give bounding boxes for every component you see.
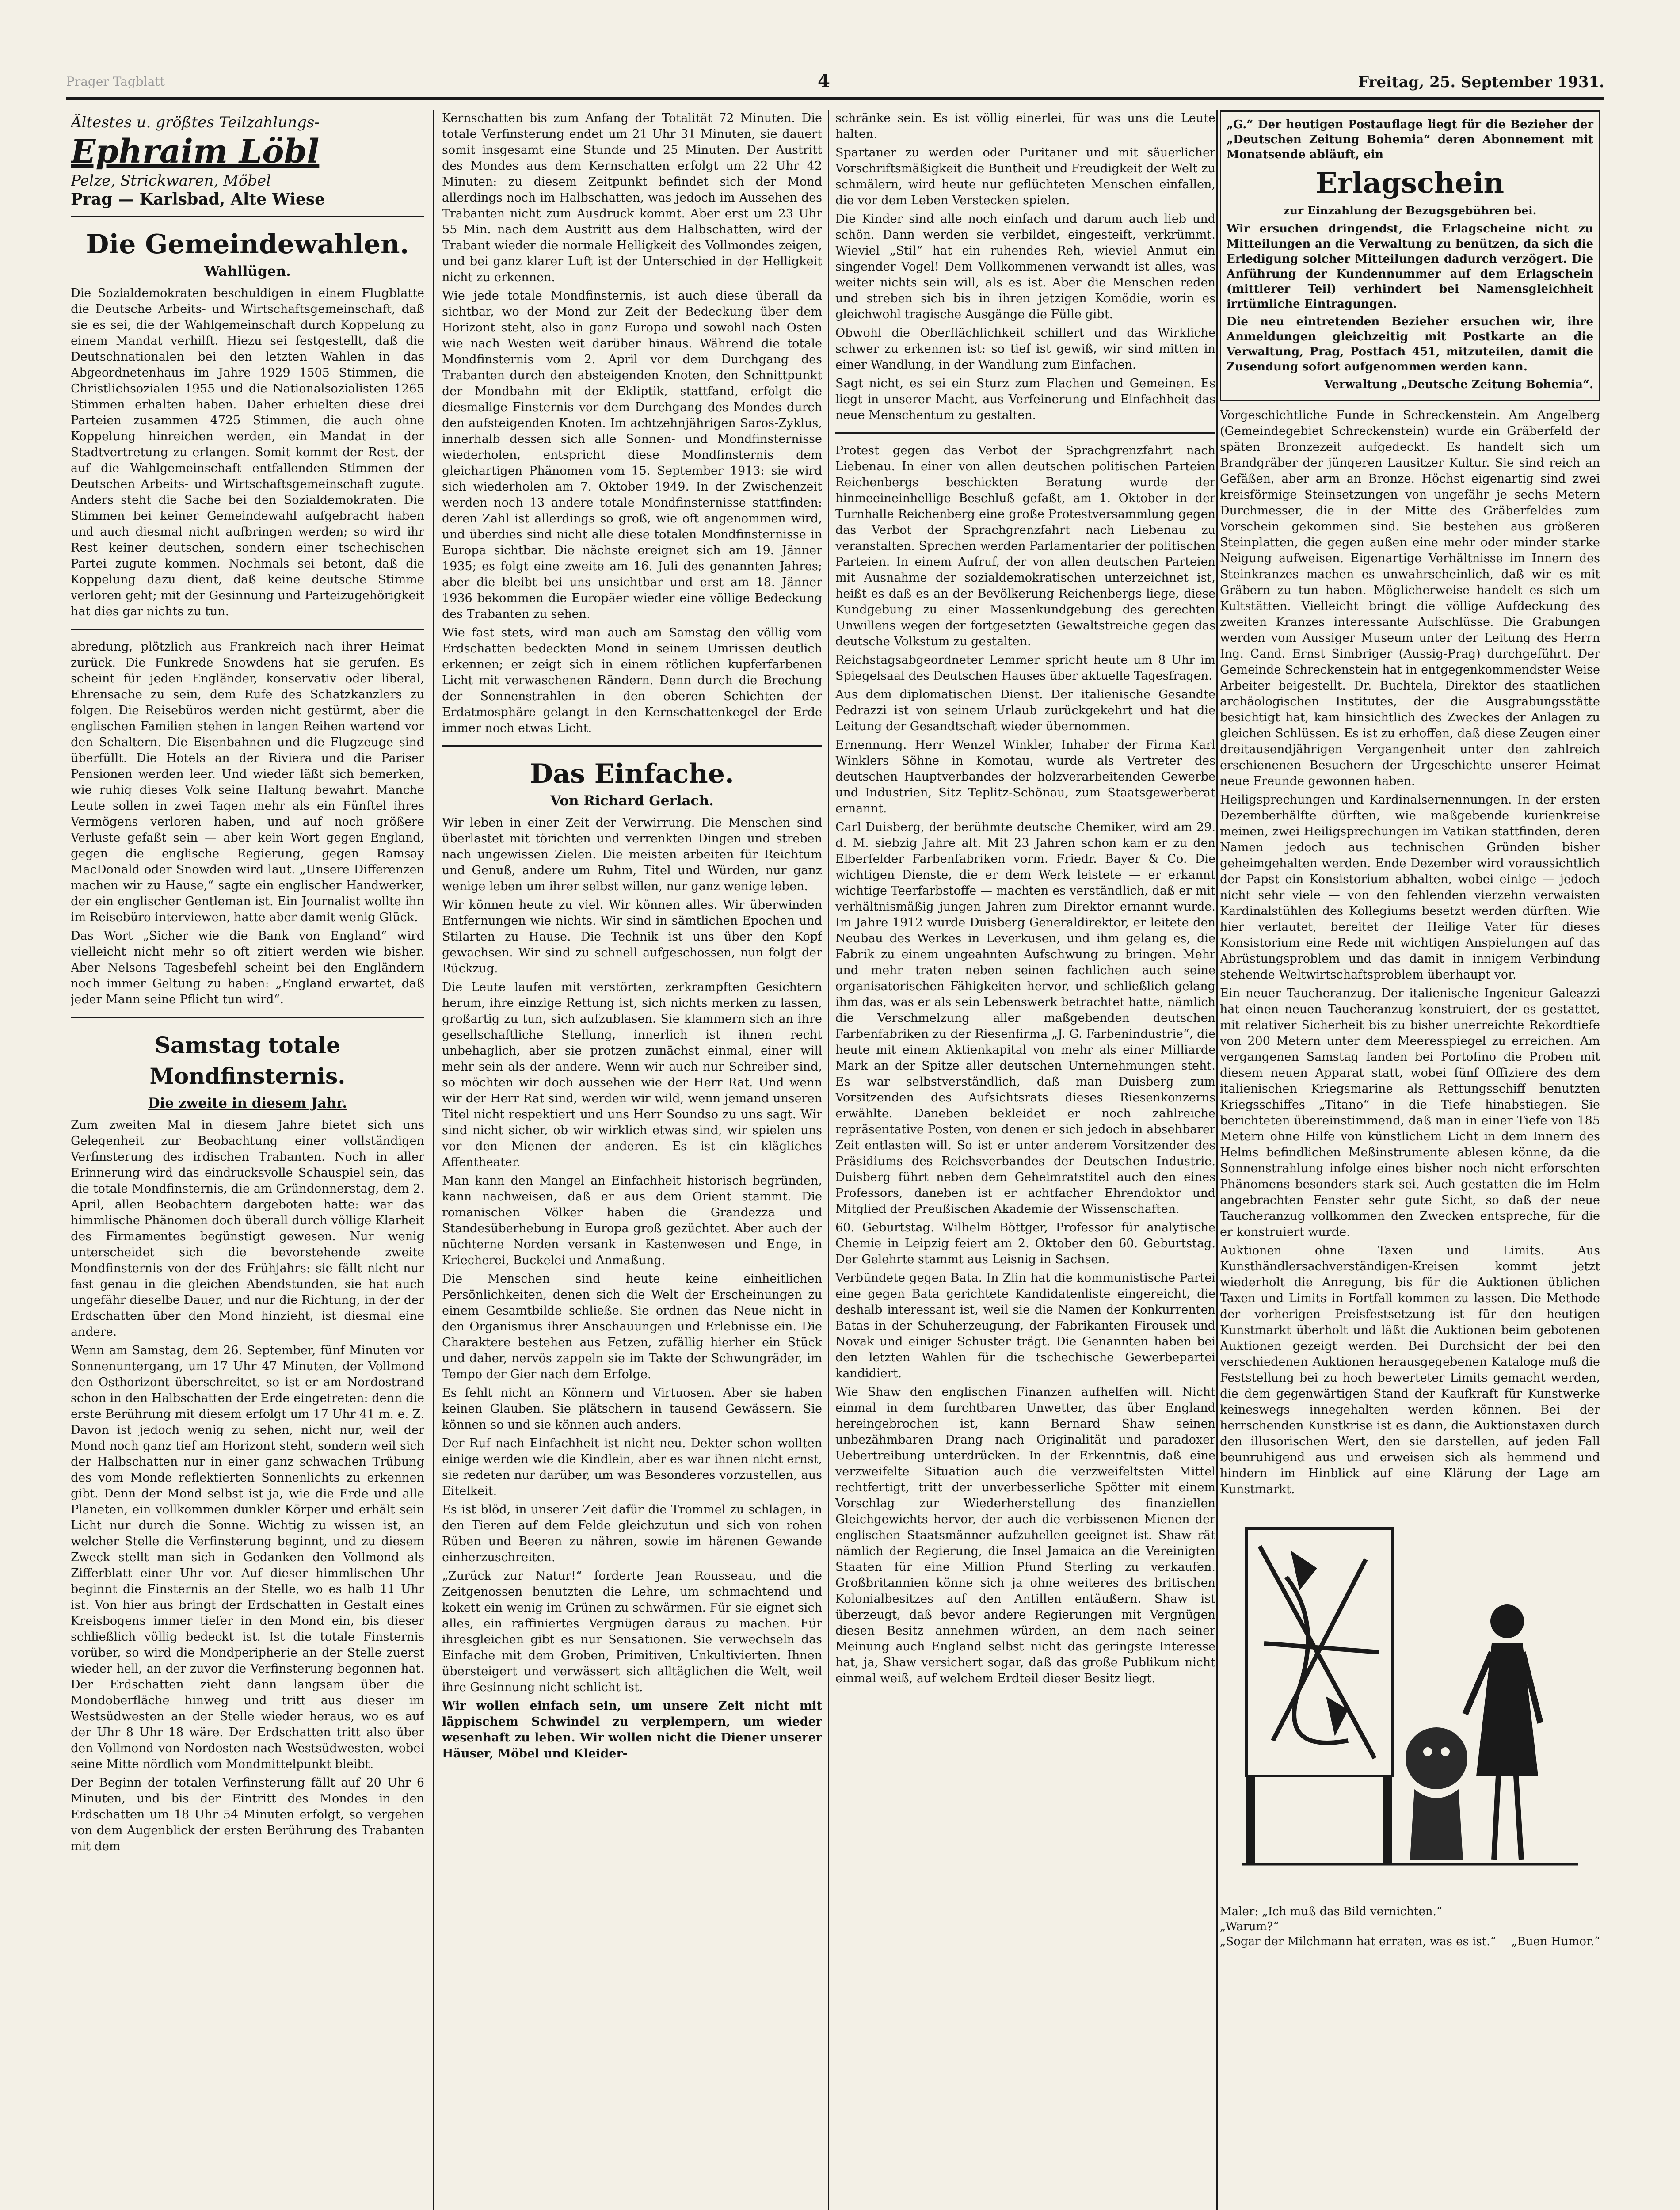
article-paragraph: schränke sein. Es ist völlig einerlei, für was uns die Leute halten. bbox=[835, 111, 1215, 141]
article-paragraph: Obwohl die Oberflächlichkeit schillert und das Wirkliche schwer zu erkennen ist: so tief ist gewiß, wir sind mitten in einer Wandlung, in der Wandlung zum Einfachen. bbox=[835, 326, 1215, 372]
column-2 bbox=[442, 110, 822, 2210]
news-item: Reichstagsabgeordneter Lemmer spricht heute um 8 Uhr im Spiegelsaal des Deutschen Hauses über aktuelle Tagesfragen. bbox=[835, 653, 1215, 683]
article-paragraph: Wenn am Samstag, dem 26. September, fünf Minuten vor Sonnenuntergang, um 17 Uhr 47 Minuten, der Vollmond den Osthorizont überschreitet, so ist er am Nordostrand schon in den Halbschatten der Erde eingetreten: denn die erste Berührung mit diesem erfolgt um 17 Uhr 41 m. e. Z. Davon ist jedoch wenig zu sehen, nicht nur, weil der Mond noch ganz tief am Horizont steht, sondern weil sich der Halbschatten nur in einer ganz schwachen Trübung des vom Monde reflektierten Sonnenlichts zu erkennen gibt. Denn der Mond selbst ist ja, wie die Erde und alle Planeten, ein vollkommen dunkler Körper und erhält sein Licht nur durch die Sonne. Wichtig zu wissen ist, an welcher Stelle die Verfinsterung beginnt, und zu diesem Zweck stellt man sich in Gedanken den Vollmond als Zifferblatt einer Uhr vor. Auf dieser himmlischen Uhr beginnt die Finsternis an der Stelle, wo es halb 11 Uhr ist. Von hier aus bringt der Erdschatten in Gestalt eines Kreisbogens immer tiefer in den Mond ein, bis dieser schließlich völlig bedeckt ist. Ist die totale Finsternis vorüber, so wird die Mondperipherie an der Stelle zuerst wieder hell, an der zuvor die Verfinsterung begonnen hat. Der Erdschatten zieht dann langsam über die Mondoberfläche hinweg und tritt aus dieser im Westsüdwesten an der Stelle wieder heraus, wo es auf der Uhr 8 Uhr 18 wäre. Der Erdschatten tritt also über den Vollmond von Nordosten nach Westsüdwesten, wobei seine Mitte nördlich vom Mondmittelpunkt bleibt. bbox=[71, 1344, 424, 1771]
article-paragraph: „Zurück zur Natur!“ forderte Jean Rousseau, und die Zeitgenossen benutzten die Lehre, um schmachtend und kokett ein wenig im Grünen zu schwärmen. Für sie eignet sich alles, ein raffiniertes Vergnügen daraus zu machen. Für ihresgleichen gibt es nur Sensationen. Sie verwechseln das Einfache mit dem Groben, Primitiven, Unkultivierten. Ihnen übersteigert und verwässert sich alltäglichen die Welt, weil ihre Gesinnung nicht schlicht ist. bbox=[442, 1569, 822, 1694]
article-paragraph: Man kann den Mangel an Einfachheit historisch begründen, kann nachweisen, daß er aus dem Orient stammt. Die romanischen Völker haben die Grandezza und Standesüberhebung in Europa groß gezüchtet. Aber auch der nüchterne Norden versank in Kastenwesen und Enge, in Kriecherei, Buckelei und Anmaßung. bbox=[442, 1174, 822, 1267]
article-paragraph: Wir können heute zu viel. Wir können alles. Wir überwinden Entfernungen wie nichts. Wir sind in sämtlichen Epochen und Stilarten zu Hause. Die Technik ist uns über den Kopf gewachsen. Wir sind zu schnell aufgeschossen, nun folgt der Rückzug. bbox=[442, 898, 822, 975]
column-rule bbox=[828, 110, 829, 2210]
section-divider bbox=[835, 432, 1215, 434]
column-rule bbox=[1216, 110, 1218, 2210]
column-rule bbox=[433, 110, 434, 2210]
news-item: 60. Geburtstag. Wilhelm Böttger, Professor für analytische Chemie in Leipzig feiert am 2. Oktober den 60. Geburtstag. Der Gelehrte stammt aus Leisnig in Sachsen. bbox=[835, 1221, 1215, 1266]
section-divider bbox=[442, 745, 822, 747]
article-paragraph: Es fehlt nicht an Könnern und Virtuosen. Aber sie haben keinen Glauben. Sie plätschern in tausend Gewässern. Sie können so und sie können auch anders. bbox=[442, 1386, 822, 1432]
headline-das-einfache: Das Einfache. bbox=[530, 758, 734, 789]
news-item: Protest gegen das Verbot der Sprachgrenzfahrt nach Liebenau. In einer von allen deutschen politischen Parteien Reichenbergs beschickten Beratung wurde der hinmeeineinhellige Beschluß gefaßt, am 1. Oktober in der Turnhalle Reichenberg eine große Protestversammlung gegen das Verbot der Sprachgrenzfahrt nach Liebenau zu veranstalten. Sprechen werden Parlamentarier der politischen Parteien. In einem Aufruf, der von allen deutschen Parteien mit Ausnahme der sozialdemokratischen unterzeichnet ist, heißt es daß es an der Bevölkerung Reichenbergs liege, diese Kundgebung zu einer Massenkundgebung des gerechten Unwillens wegen der fortgesetzten Gewaltstreiche gegen das deutsche Volkstum zu gestalten. bbox=[835, 444, 1215, 648]
ad-line-1: Ältestes u. größtes Teilzahlungs- bbox=[71, 114, 320, 131]
cartoon-drawing bbox=[1233, 1511, 1587, 1900]
article-paragraph: Das Wort „Sicher wie die Bank von England“ wird vielleicht nicht mehr so oft zitiert werden wie bisher. Aber Nelsons Tagesbefehl scheint bei den Engländern noch immer Geltung zu haben: „England erwartet, daß jeder Mann seine Pflicht tun wird“. bbox=[71, 929, 424, 1006]
ad-cities: Prag — Karlsbad, Alte Wiese bbox=[71, 190, 325, 209]
caption-source: „Buen Humor.“ bbox=[1511, 1935, 1600, 1948]
section-divider bbox=[71, 1017, 424, 1018]
article-paragraph: Wie jede totale Mondfinsternis, ist auch diese überall da sichtbar, wo der Mond zur Zeit der Bedeckung über dem Horizont steht, also in ganz Europa und sowohl nach Osten wie nach Westen weit darüber hinaus. Während die totale Mondfinsternis vom 2. April vor dem Durchgang des Trabanten durch den absteigenden Knoten, den Schnittpunkt der Mondbahn mit der Ekliptik, stattfand, erfolgt die diesmalige Finsternis vor dem Durchgang des Mondes durch den aufsteigenden Knoten. Im achtzehnjährigen Saros-Zyklus, innerhalb dessen sich alle Sonnen- und Mondfinsternisse wiederholen, entspricht diese Mondfinsternis dem gleichartigen Phänomen vom 15. September 1913: sie wird sich wiederholen am 7. Oktober 1949. In der Zwischenzeit werden noch 13 andere totale Mondfinsternisse stattfinden: deren Zahl ist allerdings so groß, wie oft angenommen wird, und überdies sind nicht alle diese totalen Mondfinsternisse in Europa sichtbar. Die nächste ereignet sich am 19. Jänner 1935; es folgt eine zweite am 16. Juli des genannten Jahres; aber die bleibt bei uns unsichtbar und erst am 18. Jänner 1936 bekommen die Europäer wieder eine völlige Bedeckung des Trabanten zu sehen. bbox=[442, 289, 822, 621]
news-item: Carl Duisberg, der berühmte deutsche Chemiker, wird am 29. d. M. siebzig Jahre alt. Mit 23 Jahren schon kam er zu den Elberfelder Farbenfabriken vorm. Friedr. Bayer & Co. Die wichtigen Dienste, die er dem Werk leistete — er erkannt wichtige Teerfarbstoffe — machten es verständlich, daß er mit verhältnismäßig jungen Jahren zum Direktor ernannt wurde. Im Jahre 1912 wurde Duisberg Generaldirektor, er leitete den Neubau des Werkes in Leverkusen, und ihm gelang es, die Fabrik zu einem ungeahnten Aufschwung zu bringen. Mehr und mehr traten neben seinen fachlichen auch seine organisatorischen Fähigkeiten hervor, und schließlich gelang ihm das, was er als sein Lebenswerk betrachtet hatte, nämlich die Verschmelzung aller maßgebenden deutschen Farbenfabriken zu der Riesenfirma „J. G. Farbenindustrie“, die heute mit einem Aktienkapital von mehr als einer Milliarde Mark an der Spitze aller deutschen Unternehmungen steht. Es war selbstverständlich, daß man Duisberg zum Vorsitzenden des Aufsichtsrats dieses Riesenkonzerns erwählte. Daneben bekleidet er noch zahlreiche repräsentative Posten, von denen er sich jedoch in absehbarer Zeit entlasten will. So ist er unter anderem Vorsitzender des Präsidiums des Reichsverbandes der Deutschen Industrie. Duisberg führt neben dem Geheimratstitel auch den eines Professors, daneben ist er achtfacher Ehrendoktor und Mitglied der Preußischen Akademie der Wissenschaften. bbox=[835, 820, 1215, 1216]
column-4 bbox=[1220, 110, 1600, 2210]
article-paragraph: Sagt nicht, es sei ein Sturz zum Flachen und Gemeinen. Es liegt in unserer Macht, aus Verfeinerung und Einfachheit das neue Menschentum zu gestalten. bbox=[835, 377, 1215, 422]
notice-paragraph: Die neu eintretenden Bezieher ersuchen wir, ihre Anmeldungen gleichzeitig mit Postkarte an die Verwaltung, Prag, Postfach 451, mitzuteilen, damit die Zusendung sofort aufgenommen werden kann. bbox=[1227, 315, 1593, 373]
caption-line: Maler: „Ich muß das Bild vernichten.“ bbox=[1220, 1905, 1443, 1918]
column-3 bbox=[835, 110, 1215, 2210]
notice-text: „G.“ Der heutigen Postauflage liegt für die Bezieher der „Deutschen Zeitung Bohemia“ deren Abonnement mit Monatsende abläuft, ein bbox=[1227, 118, 1593, 161]
cartoon-caption bbox=[1220, 1904, 1600, 1949]
caption-line: „Sogar der Milchmann hat erraten, was es ist.“ bbox=[1220, 1935, 1496, 1948]
news-item: Auktionen ohne Taxen und Limits. Aus Kunsthändlersachverständigen-Kreisen kommt jetzt wiederholt die Anregung, bis für die Auktionen üblichen Taxen und Limits in Fortfall kommen zu lassen. Die Methode der vorherigen Preisfestsetzung ist für den heutigen Kunstmarkt überholt und läßt die Auktionen beim gebotenen Auktionen gezeigt werden. Bei Durchsicht der bei den verschiedenen Auktionen herausgegebenen Kataloge muß die Feststellung bei zu hoch bewerteter Limits gemacht werden, die dem gegenwärtigen Stand der Kaufkraft für Kunstwerke keineswegs innegehalten werden können. Bei der herrschenden Kunstkrise ist es dann, die Auktionstaxen durch den illusorischen Wert, den sie darstellen, auf jeden Fall beunruhigend aus und erweisen sich als hemmend und hindern im Hinblick auf eine Klärung der Lage am Kunstmarkt. bbox=[1220, 1244, 1600, 1496]
masthead bbox=[66, 71, 1604, 100]
notice-subtitle: zur Einzahlung der Bezugsgebühren bei. bbox=[1283, 204, 1537, 217]
news-item: Ein neuer Taucheranzug. Der italienische Ingenieur Galeazzi hat einen neuen Taucheranzug konstruiert, der es gestattet, mit relativer Sicherheit bis zu bisher unerreichte Rekordtiefe von 200 Metern unter dem Meeresspiegel zu erreichen. Am vergangenen Samstag fanden bei Portofino die Proben mit diesem neuen Apparat statt, wobei fünf Offiziere des dem italienischen Kriegsmarine als Rettungsschiff benutzten Kriegsschiffes „Titano“ in die Tiefe hinabstiegen. Sie berichteten übereinstimmend, daß man in einer Tiefe von 185 Metern ohne Hilfe von künstlichem Licht in dem Innern des Helms befindlichen Meßinstrumente ablesen könne, da die Sonnenstrahlung infolge eines bisher noch nicht erforschten Phänomens besonders stark sei. Auch gestatten die im Helm angebrachten Fenster sehr gute Sicht, so daß der neue Taucheranzug vollkommen den Zwecken entspreche, für die er konstruiert wurde. bbox=[1220, 987, 1600, 1239]
column-1 bbox=[71, 110, 424, 2210]
article-paragraph: Kernschatten bis zum Anfang der Totalität 72 Minuten. Die totale Verfinsterung endet um 21 Uhr 31 Minuten, sie dauert somit insgesamt eine Stunde und 25 Minuten. Der Austritt des Mondes aus dem Kernschatten erfolgt um 22 Uhr 42 Minuten: zu diesem Zeitpunkt befindet sich der Mond allerdings noch im Halbschatten, was jedoch im Aussehen des Trabanten nicht zum Ausdruck kommt. Aber erst um 23 Uhr 55 Min. nach dem Austritt aus dem Halbschatten, wird der Trabant wieder die normale Helligkeit des Vollmondes zeigen, und bei ganz klarer Luft ist der Unterschied in der Helligkeit nicht zu erkennen. bbox=[442, 111, 822, 284]
news-item: Heiligsprechungen und Kardinalsernennungen. In der ersten Dezemberhälfte dürften, wie maßgebende kurienkreise meinen, zwei Heiligsprechungen im Vatikan stattfinden, deren Namen jedoch aus technischen Gründen bisher geheimgehalten werden. Ende Dezember wird voraussichtlich der Papst ein Konsistorium abhalten, wobei einige — jedoch nicht sehr viele — von den fehlenden vierzehn verwaisten Kardinalstühlen des Kollegiums besetzt werden dürften. Wie hier verlautet, bereitet der Heilige Vater für dieses Konsistorium eine Rede mit wichtigen Anspielungen auf das Abrüstungsproblem und das damit in innigem Verbindung stehende Weltwirtschaftsproblem überhaupt vor. bbox=[1220, 793, 1600, 982]
article-paragraph: Zum zweiten Mal in diesem Jahre bietet sich uns Gelegenheit zur Beobachtung einer vollständigen Verfinsterung des irdischen Trabanten. Noch in aller Erinnerung wird das eindrucksvolle Schauspiel sein, das die totale Mondfinsternis, die am Gründonnerstag, dem 2. April, allen Beobachtern dargeboten hatte: war das himmlische Phänomen doch überall durch völlige Klarheit des Firmamentes begünstigt gewesen. Nur wenig unterscheidet sich die bevorstehende zweite Mondfinsternis von der des Frühjahrs: sie fällt nicht nur fast genau in die gleichen Abendstunden, sie hat auch ungefähr dieselbe Dauer, und nur die Richtung, in der der Erdschatten über den Mond hinzieht, ist diesmal eine andere. bbox=[71, 1118, 424, 1339]
cartoon-illustration bbox=[1233, 1511, 1587, 1900]
news-item: Ernennung. Herr Wenzel Winkler, Inhaber der Firma Karl Winklers Söhne in Komotau, wurde als Vertreter des deutschen Hauptverbandes der holzverarbeitenden Gewerbe und Industrien, Sitz Teplitz-Schönau, zum Staatsgewerberat ernannt. bbox=[835, 738, 1215, 815]
news-item: Verbündete gegen Bata. In Zlin hat die kommunistische Partei eine gegen Bata gerichtete Kandidatenliste eingereicht, die deshalb interessant ist, weil sie die Namen der Konkurrenten Batas in der Schuherzeugung, der Fabrikanten Firousek und Novak und einiger Schuster trägt. Die Genannten haben bei den letzten Wahlen für die tschechische Gewerbepartei kandidiert. bbox=[835, 1271, 1215, 1380]
masthead-date: Freitag, 25. September 1931. bbox=[1358, 73, 1604, 91]
news-item: Aus dem diplomatischen Dienst. Der italienische Gesandte Pedrazzi ist von seinem Urlaub zurückgekehrt und hat die Leitung der Gesandtschaft wieder übernommen. bbox=[835, 688, 1215, 733]
ad-company-name: Ephraim Löbl bbox=[71, 133, 320, 171]
notice-paragraph: Wir ersuchen dringendst, die Erlagscheine nicht zu Mitteilungen an die Verwaltung zu benützen, da sich die Erledigung solcher Mitteilungen dadurch verzögert. Die Anführung der Kundennummer auf dem Erlagschein (mittlerer Teil) verhindert bei Namensgleichheit irrtümliche Eintragungen. bbox=[1227, 222, 1593, 311]
article-paragraph: Der Beginn der totalen Verfinsterung fällt auf 20 Uhr 6 Minuten, und bis der Eintritt des Mondes in den Erdschatten um 18 Uhr 54 Minuten erfolgt, so vergehen von dem Augenblick der ersten Berührung des Trabanten mit dem bbox=[71, 1776, 424, 1853]
article-paragraph: Die Sozialdemokraten beschuldigen in einem Flugblatte die Deutsche Arbeits- und Wirtschaftsgemeinschaft, daß sie es sei, die der Wahlgemeinschaft durch Koppelung zu einem Mandat verhilft. Hiezu sei festgestellt, daß die Deutschnationalen bei den letzten Wahlen in das Abgeordnetenhaus im Jahre 1929 1505 Stimmen, die Christlichsozialen 1955 und die Nationalsozialisten 1265 Stimmen erhalten haben. Daher erhielten diese drei Parteien zusammen 4725 Stimmen, die auch ohne Koppelung hinreichen werden, ein Mandat in der Stadtvertretung zu erlangen. Somit kommt der Rest, der auf die Wahlgemeinschaft entfallenden Stimmen der Deutschen Arbeits- und Wirtschaftsgemeinschaft zugute. Anders steht die Sache bei den Sozialdemokraten. Die Stimmen bei keiner Gemeindewahl aufgebracht haben und auch diesmal nicht aufbringen werden; so wird ihr Rest keiner deutschen, sondern einer tschechischen Partei zugute kommen. Nochmals sei betont, daß die Koppelung dazu dient, daß keine deutsche Stimme verloren geht; mit der Gesinnung und Parteizugehörigkeit hat dies gar nichts zu tun. bbox=[71, 286, 424, 618]
article-paragraph: Die Leute laufen mit verstörten, zerkrampften Gesichtern herum, ihre einzige Rettung ist, sich nichts merken zu lassen, großartig zu tun, sich aufzublasen. Sie klammern sich an ihre gesellschaftliche Stellung, innerlich ist ihnen recht unbehaglich, aber sie protzen zunächst einmal, einer will mehr sein als der andere. Wenn wir auch nur Schreiber sind, so möchten wir doch aussehen wie der Herr Rat. Und wenn wir der Herr Rat sind, werden wir wild, wenn jemand unseren Titel nicht respektiert und uns Herr Soundso zu uns sagt. Wir sind nicht sicher, ob wir wirklich etwas sind, wir spielen uns vor den Mienen der anderen. Es ist ein klägliches Affentheater. bbox=[442, 980, 822, 1169]
page-number: 4 bbox=[818, 71, 830, 91]
headline-mondfinsternis: Samstag totale Mondfinsternis. bbox=[149, 1032, 346, 1089]
advertisement bbox=[71, 110, 424, 217]
byline: Von Richard Gerlach. bbox=[550, 793, 714, 809]
article-paragraph: Wie fast stets, wird man auch am Samstag den völlig vom Erdschatten bedeckten Mond in seinem Umrissen deutlich erkennen; er zeigt sich in einem rötlichen kupferfarbenen Licht mit verwaschenen Rändern. Denn durch die Brechung der Sonnenstrahlen in den oberen Schichten der Erdatmosphäre gelangt in den Kernschattenkegel der Erde immer noch etwas Licht. bbox=[442, 626, 822, 735]
subheadline-mondfinsternis: Die zweite in diesem Jahr. bbox=[148, 1095, 347, 1111]
ad-line-2: Pelze, Strickwaren, Möbel bbox=[71, 172, 271, 190]
section-divider bbox=[71, 629, 424, 630]
article-paragraph: Spartaner zu werden oder Puritaner und mit säuerlicher Vorschriftsmäßigkeit die Buntheit und Freudigkeit der Welt zu schmälern, wird heute nur geflüchteten Menschen einfallen, die vor dem Leben Verstecken spielen. bbox=[835, 146, 1215, 207]
headline-gemeindewahlen: Die Gemeindewahlen. bbox=[86, 229, 409, 260]
masthead-left: Prager Tagblatt bbox=[66, 74, 165, 89]
article-paragraph: Die Kinder sind alle noch einfach und darum auch lieb und schön. Dann werden sie verbildet, eingesteift, verkrümmt. Wieviel „Stil“ hat ein ruhendes Reh, wieviel Anmut ein singender Vogel! Dem Vollkommenen verwandt ist alles, was weiter nichts sein will, als es ist. Aber die Menschen reden und streben sich bis in ihren jetzigen Komödie, worin es gleichwohl tragische Ausgänge die Fülle gibt. bbox=[835, 212, 1215, 321]
article-paragraph: Wir leben in einer Zeit der Verwirrung. Die Menschen sind überlastet mit törichten und verrenkten Dingen und streben nach ungewissen Zielen. Die meisten arbeiten für Reichtum und Genuß, andere um Ruhm, Titel und Würden, nur ganz wenige leben um ihrer selbst willen, nur ganz wenige leben. bbox=[442, 816, 822, 893]
news-item: Wie Shaw den englischen Finanzen aufhelfen will. Nicht einmal in dem furchtbaren Unwetter, das über England hereingebrochen ist, kann Bernard Shaw seinen unbezähmbaren Drang nach Originalität und paradoxer Uebertreibung unterdrücken. In der Erkenntnis, daß eine verzweifelte Situation auch die verzweifeltsten Mittel rechtfertigt, tritt der unverbesserliche Spötter mit einem Vorschlag zur Wiederherstellung des finanziellen Gleichgewichts hervor, der auch die verbissenen Mienen der englischen Staatsmänner aufzuhellen geeignet ist. Shaw rät nämlich der Regierung, die Insel Jamaica an die Vereinigten Staaten für eine Million Pfund Sterling zu verkaufen. Großbritannien könne sich ja ohne weiteres des britischen Kolonialbesitzes auf den Antillen entäußern. Shaw ist überzeugt, daß bevor andere Regierungen mit Vergnügen diesen Besitz annehmen würden, an dem nach seiner Meinung auch England selbst nicht das geringste Interesse hat, ja, Shaw versichert sogar, daß das große Publikum nicht einmal weiß, auf welchem Erdteil dieser Besitz liegt. bbox=[835, 1385, 1215, 1685]
article-paragraph: abredung, plötzlich aus Frankreich nach ihrer Heimat zurück. Die Funkrede Snowdens hat sie gerufen. Es scheint für jeden Engländer, konservativ oder liberal, Ehrensache zu sein, dem Rufe des Schatzkanzlers zu folgen. Die Reisebüros werden nicht gestürmt, aber die englischen Familien stehen in langen Reihen wartend vor den Schaltern. Die Eisenbahnen und die Flugzeuge sind überfüllt. Die Hotels an der Riviera und die Pariser Pensionen werden leer. Und wieder läßt sich bemerken, wie ruhig dieses Volk seine Haltung bewahrt. Manche Leute sollen in zwei Tagen mehr als ein Fünftel ihres Vermögens verloren haben, und auf noch größere Verluste gefaßt sein — aber kein Wort gegen England, gegen die englische Regierung, gegen Ramsay MacDonald oder Snowden wird laut. „Unsere Differenzen machen wir zu Hause,“ sagte ein englischer Handwerker, der ein englischer Gentleman ist. Ein Journalist wollte ihn im Reisebüro interviewen, hatte aber damit wenig Glück. bbox=[71, 640, 424, 924]
caption-line: „Warum?“ bbox=[1220, 1920, 1279, 1933]
article-paragraph: Die Menschen sind heute keine einheitlichen Persönlichkeiten, denen sich die Welt der Erscheinungen zu einem Gesamtbilde schließe. Sie ordnen das Neue nicht in den Organismus ihrer Anschauungen und Erlebnisse ein. Die Charaktere bestehen aus Fetzen, zufällig hierher ein Stück und daher, nervös zappeln sie im Takte der Schwungräder, im Tempo der Gier nach dem Erfolge. bbox=[442, 1272, 822, 1381]
subheadline-wahlluegen: Wahllügen. bbox=[204, 263, 291, 279]
subscription-notice bbox=[1220, 110, 1600, 401]
article-paragraph: Es ist blöd, in unserer Zeit dafür die Trommel zu schlagen, in den Tieren auf dem Felde gleichzutun und sich von rohen Rüben und Beeren zu nähren, sowie im härenen Gewande einherzuschreiten. bbox=[442, 1503, 822, 1564]
article-paragraph: Der Ruf nach Einfachheit ist nicht neu. Dekter schon wollten einige werden wie die Kindlein, aber es war ihnen nicht ernst, sie redeten nur darüber, um was Besonderes vorzustellen, aus Eitelkeit. bbox=[442, 1436, 822, 1498]
notice-title: Erlagschein bbox=[1315, 167, 1505, 200]
article-paragraph: Wir wollen einfach sein, um unsere Zeit nicht mit läppischem Schwindel zu verplempern, um wieder wesenhaft zu leben. Wir wollen nicht die Diener unserer Häuser, Möbel und Kleider- bbox=[442, 1699, 822, 1760]
notice-signature: Verwaltung „Deutsche Zeitung Bohemia“. bbox=[1324, 378, 1593, 391]
news-item: Vorgeschichtliche Funde in Schreckenstein. Am Angelberg (Gemeindegebiet Schreckenstein) wurde ein Gräberfeld der späten Bronzezeit aufgedeckt. Es handelt sich um Brandgräber der jüngeren Lausitzer Kultur. Sie sind reich an Gefäßen, aber arm an Bronze. Höchst eigenartig sind zwei kreisförmige Steinsetzungen von ungefähr je sechs Metern Durchmesser, die in der Mitte des Gräberfeldes zum Vorschein gekommen sind. Sie bestehen aus größeren Steinplatten, die gegen außen eine mehr oder minder starke Neigung aufweisen. Eigenartige Verhältnisse im Innern des Steinkranzes machen es unwahrscheinlich, daß wir es mit Gräbern zu tun haben. Möglicherweise handelt es sich um Kultstätten. Vielleicht bringt die völlige Aufdeckung des zweiten Kranzes interessante Aufschlüsse. Die Grabungen werden vom Aussiger Museum unter der Leitung des Herrn Ing. Cand. Ernst Simbriger (Aussig-Prag) durchgeführt. Der Gemeinde Schreckenstein hat in entgegenkommendster Weise Arbeiter beigestellt. Dr. Buchtela, Direktor des staatlichen archäologischen Institutes, der die Ausgrabungsstätte besichtigt hat, kam hinsichtlich des Zweckes der Anlagen zu gleichen Schlüssen. Es ist zu erhoffen, daß diese Zeugen einer dreitausendjährigen Vergangenheit unter den zahlreich erschienenen Besuchern der Urgeschichte unserer Heimat neue Freunde gewonnen haben. bbox=[1220, 408, 1600, 788]
